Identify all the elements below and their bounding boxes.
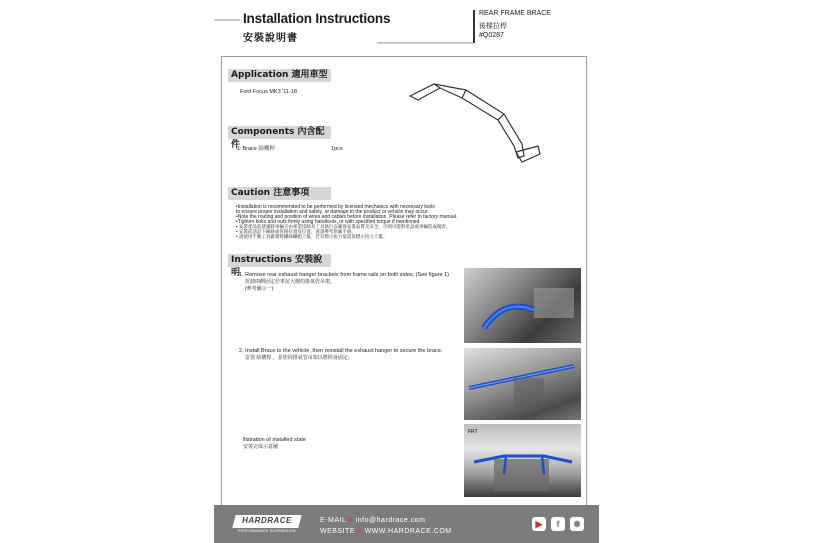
step3-text: llistration of installed state xyxy=(243,437,306,443)
page-title: Installation Instructions xyxy=(243,11,391,26)
brand-name: HARDRACE xyxy=(242,516,292,525)
product-code: #Q0287 xyxy=(479,32,504,39)
underbody-graphic xyxy=(464,424,581,497)
section-caution-heading: Caution 注意事項 xyxy=(228,187,331,200)
step2-text: 2. Install Brace to the vehicle, then reinstall the exhaust hanger to secure the brace. xyxy=(239,348,443,354)
step1-text-cn: 折卸兩側固定於車尾大樑的排氣管吊架。 xyxy=(245,279,336,285)
caution-line: to ensure proper installation and safety, or damage to the product or vehicle may occur. xyxy=(236,209,429,215)
hardrace-logo xyxy=(234,515,300,535)
header-divider-right xyxy=(377,42,473,44)
email-link[interactable]: info@hardrace.com xyxy=(355,517,426,524)
section-application-heading: Application 適用車型 xyxy=(228,69,331,82)
caution-line: • 安裝產品前建議將車輛交由專業技師及工具執行以確保安裝品質及安全，否則可能對產品或車輛造成傷害。 xyxy=(236,224,451,229)
website-link[interactable]: WWW.HARDRACE.COM xyxy=(364,528,452,535)
header-divider-left xyxy=(214,19,240,21)
section-components-heading: Components 內含配件 xyxy=(228,126,331,139)
brand-tagline: PERFORMANCE SUSPENSION xyxy=(238,529,296,533)
step3-text-cn: 安裝完成示意圖 xyxy=(243,444,279,450)
wechat-icon[interactable]: ◉ xyxy=(570,517,584,531)
product-name: REAR FRAME BRACE xyxy=(479,10,551,17)
component-qty: 1pcs xyxy=(331,146,343,152)
caution-line: • 安裝前請記下線路或管路位置及位置，或請參考原廠手冊。 xyxy=(236,229,356,234)
step1-text: 1. Remove rear exhaust hanger brackets from frame rails on both sides. (See figure 1) xyxy=(239,272,450,278)
product-name-cn: 後樑拉桿 xyxy=(479,23,507,30)
step2-text-cn: 安裝 結構桿 ，並依回排氣管吊架以將桿身固定。 xyxy=(245,355,353,361)
figure-3-photo xyxy=(464,424,581,497)
caution-line: •Tighten bolts and nuts firmly using handtools, or with specified torque if mentioned. xyxy=(236,219,421,225)
page-title-cn: 安裝說明書 xyxy=(243,33,298,44)
front-direction-label: FRT xyxy=(468,429,478,435)
step1-ref: (參考圖示一) xyxy=(245,286,274,292)
vehicle-name: Ford Focus MK3 '11-18 xyxy=(240,89,297,95)
section-instructions-heading: Instructions 安裝說明 xyxy=(228,254,331,267)
brace-illustration xyxy=(404,72,544,168)
brace-installed-graphic xyxy=(464,348,581,420)
youtube-icon[interactable]: ▶ xyxy=(532,517,546,531)
footer-website: WEBSITE ● WWW.HARDRACE.COM xyxy=(320,528,452,535)
exhaust-hanger-graphic xyxy=(464,268,581,343)
caution-line: •Installation is recommended to be performed by licensed mechanics with necessary tools xyxy=(236,204,435,210)
facebook-icon[interactable]: f xyxy=(551,517,565,531)
caution-line: • 請使用手動工具確實將螺絲螺帽上緊，若有標示扭力值需依標示扭力上緊。 xyxy=(236,234,388,239)
footer-email: E-MAIL ● info@hardrace.com xyxy=(320,517,426,524)
figure-2-photo xyxy=(464,348,581,420)
component-item: ① Brace 結構桿 xyxy=(236,146,275,152)
header-bar xyxy=(473,10,475,43)
figure-1-photo xyxy=(464,268,581,343)
caution-line: •Note the routing and position of wires and cables before installation. Please refer to factory manual. xyxy=(236,214,458,220)
